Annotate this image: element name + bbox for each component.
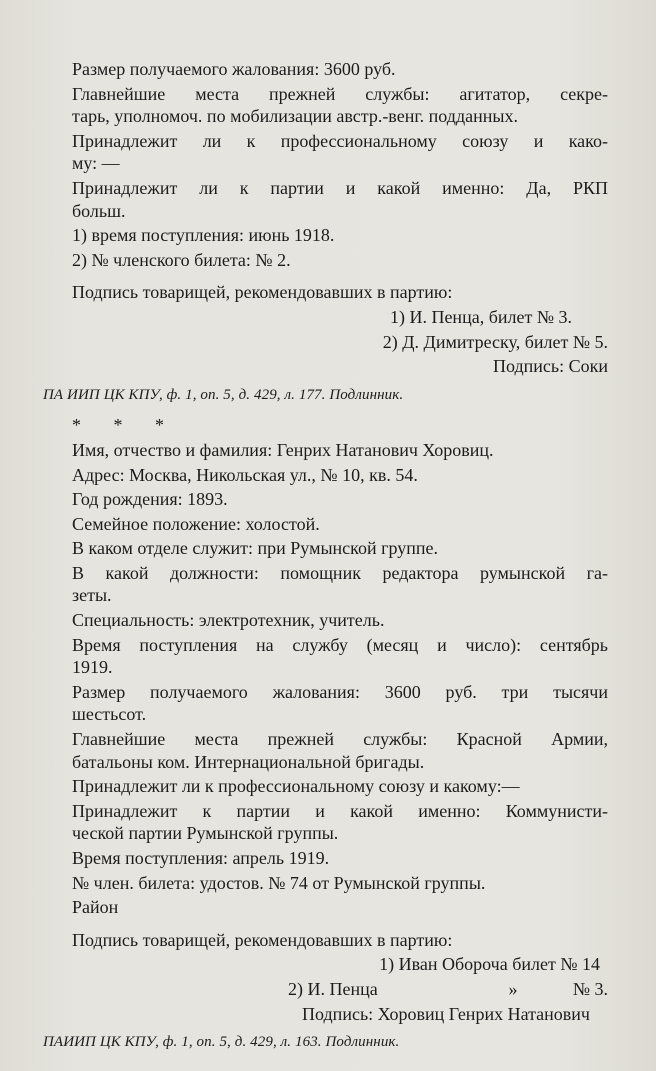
r2-address: Адрес: Москва, Никольская ул., № 10, кв. 54. — [72, 464, 418, 485]
r2-salary — [72, 681, 608, 726]
r2-salary-line1: Размер получаемого жалования: 3600 руб. три тысячи — [72, 681, 608, 702]
r2-service-start-line1: Время поступления на службу (месяц и число): сентябрь — [72, 634, 608, 655]
r2-recommender-2 — [72, 978, 608, 1001]
r2-signature: Подпись: Хоровиц Генрих Натанович — [302, 1003, 590, 1024]
r2-recommender-1: 1) Иван Оборочa билет № 14 — [379, 954, 600, 975]
document-text — [43, 58, 608, 1056]
r2-source: ПАИИП ЦК КПУ, ф. 1, оп. 5, д. 429, л. 163. Подлинник. — [43, 1034, 400, 1051]
r2-party-line1: Принадлежит к партии и какой именно: Коммунисти- — [72, 800, 608, 821]
r2-position — [72, 562, 608, 607]
r2-join-time: Время поступления: апрель 1919. — [72, 848, 330, 868]
r1-party — [72, 177, 608, 222]
r1-prev-service — [72, 83, 608, 128]
r1-party-line2: больш. — [72, 200, 126, 221]
r1-signature: Подпись: Соки — [493, 356, 608, 377]
r1-party-line1: Принадлежит ли к партии и какой именно: Да, РКП — [72, 177, 608, 198]
r1-prev-service-line2: тарь, уполномоч. по мобилизации австр.-венг. подданных. — [72, 106, 518, 127]
r2-specialty: Специальность: электротехник, учитель. — [72, 610, 385, 631]
r2-recommender-2-ditto: » — [508, 978, 518, 999]
r2-birth-year: Год рождения: 1893. — [72, 489, 228, 510]
r2-party — [72, 800, 608, 845]
r1-union-line1: Принадлежит ли к профессиональному союзу и како- — [72, 130, 608, 151]
r2-prev-service-line2: батальоны ком. Интернациональной бригады. — [72, 751, 425, 772]
r1-recommender-2: 2) Д. Димитреску, билет № 5. — [382, 331, 608, 352]
r2-card-no: № член. билета: удостов. № 74 от Румынской группы. — [72, 872, 486, 893]
r2-service-start — [72, 634, 608, 679]
r2-prev-service — [72, 728, 608, 773]
r1-source: ПА ИИП ЦК КПУ, ф. 1, оп. 5, д. 429, л. 177. Подлинник. — [43, 386, 404, 403]
r1-union-line2: му: — — [72, 153, 120, 174]
r1-join-time: 1) время поступления: июнь 1918. — [72, 225, 335, 246]
r2-department: В каком отделе служит: при Румынской группе. — [72, 538, 439, 559]
r2-family: Семейное положение: холостой. — [72, 513, 320, 534]
r1-union — [72, 130, 608, 175]
r2-position-line1: В какой должности: помощник редактора румынской га- — [72, 562, 608, 583]
r2-recommender-2-num: № 3. — [572, 978, 608, 999]
r2-party-line2: ческой партии Румынской группы. — [72, 823, 339, 844]
r1-recommender-1: 1) И. Пенца, билет № 3. — [389, 306, 572, 327]
r2-district: Район — [72, 897, 119, 918]
r2-union: Принадлежит ли к профессиональному союзу и какому:— — [72, 776, 520, 797]
r1-card-no: 2) № членского билета: № 2. — [72, 249, 291, 270]
r1-prev-service-line1: Главнейшие места прежней службы: агитатор, секре- — [72, 83, 608, 104]
r2-prev-service-line1: Главнейшие места прежней службы: Красной Армии, — [72, 729, 608, 750]
r2-service-start-line2: 1919. — [72, 657, 113, 678]
r2-recommenders-title: Подпись товарищей, рекомендовавших в партию: — [72, 929, 453, 950]
r2-salary-line2: шестьсот. — [72, 704, 147, 725]
r2-position-line2: зеты. — [72, 585, 112, 606]
r2-name: Имя, отчество и фамилия: Генрих Натанович Хоровиц. — [72, 439, 494, 460]
r1-salary: Размер получаемого жалования: 3600 руб. — [72, 59, 396, 79]
r2-recommender-2-name: 2) И. Пенца — [288, 978, 378, 999]
separator: * * * — [72, 415, 178, 436]
r1-recommenders-title: Подпись товарищей, рекомендовавших в партию: — [72, 282, 453, 303]
